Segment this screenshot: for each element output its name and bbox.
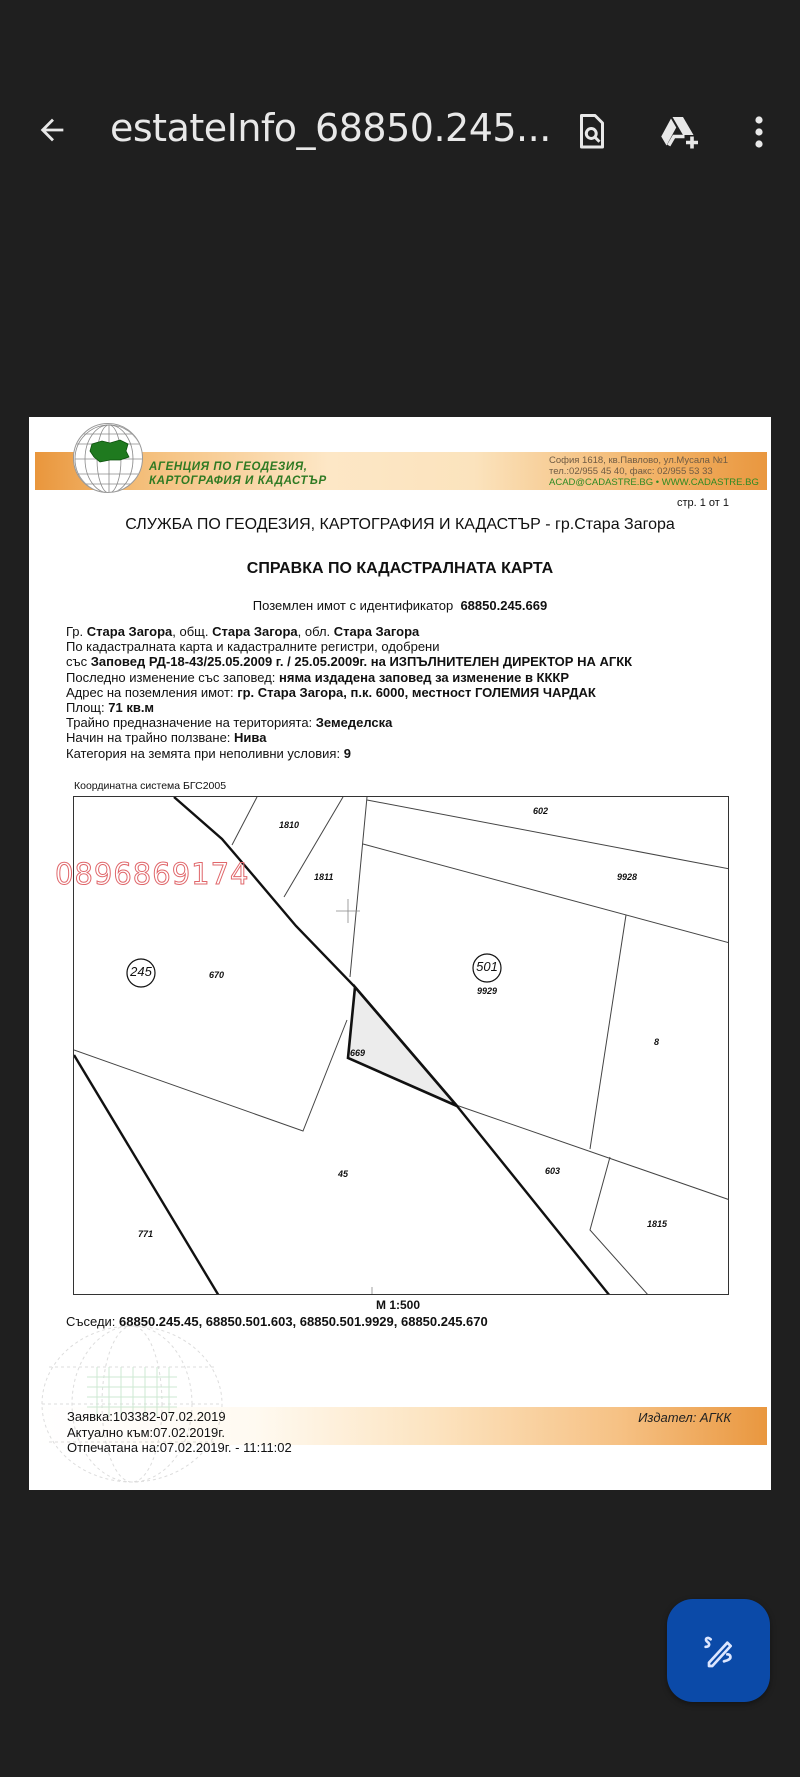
- find-in-document-button[interactable]: [568, 108, 616, 156]
- arrow-back-icon: [35, 113, 69, 147]
- approval-order-line: [66, 654, 632, 669]
- identifier-value: 68850.245.669: [460, 598, 548, 613]
- purpose-value: Земеделска: [315, 715, 393, 731]
- approval-prefix: със: [66, 654, 88, 670]
- document-title: estateInfo_68850.245...: [110, 106, 551, 150]
- document-heading: СПРАВКА ПО КАДАСТРАЛНАТА КАРТА: [246, 560, 554, 577]
- footer-info: [67, 1409, 292, 1456]
- page-number: стр. 1 от 1: [676, 497, 729, 509]
- parcel-info: [66, 624, 632, 761]
- phone-watermark: 0896869174: [55, 857, 250, 891]
- current-as-of: Актуално към:07.02.2019г.: [67, 1424, 225, 1440]
- parcel-label-45: 45: [338, 1169, 349, 1179]
- contact-address: София 1618, кв.Павлово, ул.Мусала №1: [549, 455, 729, 466]
- neighbors-label: Съседи:: [66, 1314, 116, 1329]
- back-button[interactable]: [30, 108, 74, 152]
- map-scale: М 1:500: [376, 1298, 421, 1312]
- town-prefix: Гр.: [66, 624, 84, 639]
- agency-logo: [73, 423, 143, 493]
- area-line: [66, 700, 632, 715]
- neighbors-value: 68850.245.45, 68850.501.603, 68850.501.9929, 68850.245.670: [119, 1314, 488, 1329]
- parcel-label-669: 669: [350, 1048, 366, 1058]
- parcel-label-9928: 9928: [617, 872, 638, 882]
- parcel-label-9929: 9929: [477, 986, 498, 996]
- town: Стара Загора: [86, 624, 173, 639]
- municipality: Стара Загора: [212, 624, 298, 639]
- more-options-button[interactable]: [735, 108, 783, 156]
- parcel-label-670: 670: [209, 970, 225, 980]
- app-bar: [0, 90, 800, 170]
- faded-globe-stamp-icon: [37, 1322, 227, 1487]
- category-line: [66, 746, 632, 761]
- agency-name-line1: АГЕНЦИЯ ПО ГЕОДЕЗИЯ,: [149, 461, 308, 473]
- annotate-pen-icon: [699, 1631, 739, 1671]
- purpose-line: [66, 715, 632, 730]
- usage-label: Начин на трайно ползване:: [66, 730, 231, 746]
- region: Стара Загора: [333, 624, 420, 639]
- last-change-value: няма издадена заповед за изменение в КККР: [279, 669, 570, 685]
- address-value: гр. Стара Загора, п.к. 6000, местност ГОЛЕМИЯ ЧАРДАК: [237, 684, 596, 700]
- parcel-label-771: 771: [138, 1229, 154, 1239]
- parcel-label-1810: 1810: [279, 820, 300, 830]
- last-change-label: Последно изменение със заповед:: [66, 669, 276, 685]
- annotate-button[interactable]: [667, 1599, 770, 1702]
- drive-add-icon: [659, 113, 701, 151]
- printed-on: Отпечатана на:07.02.2019г. - 11:11:02: [67, 1440, 292, 1455]
- request-number: Заявка:103382-07.02.2019: [67, 1409, 226, 1424]
- publisher: Издател: АГКК: [638, 1410, 731, 1425]
- parcel-label-1815: 1815: [647, 1219, 668, 1229]
- location-line: [66, 624, 632, 639]
- region-prefix: , обл.: [297, 624, 331, 639]
- globe-logo-icon: [74, 424, 143, 493]
- parcel-label-1811: 1811: [314, 872, 334, 882]
- document-search-icon: [574, 112, 610, 152]
- municipality-prefix: , общ.: [172, 624, 209, 639]
- parcel-label-8: 8: [654, 1037, 660, 1047]
- area-label: Площ:: [66, 700, 105, 716]
- parcel-identifier: [29, 598, 771, 613]
- parcel-label-602: 602: [533, 806, 549, 816]
- map-block-label-245: 245: [130, 964, 152, 979]
- area-value: 71 кв.м: [108, 700, 155, 716]
- parcel-label-603: 603: [545, 1166, 561, 1176]
- approval-order: Заповед РД-18-43/25.05.2009 г. / 25.05.2009г. на ИЗПЪЛНИТЕЛЕН ДИРЕКТОР НА АГКК: [90, 654, 633, 670]
- contact-phone: тел.:02/955 45 40, факс: 02/955 53 33: [549, 466, 713, 477]
- agency-name: [149, 460, 327, 488]
- address-label: Адрес на поземления имот:: [66, 684, 234, 700]
- office-name: СЛУЖБА ПО ГЕОДЕЗИЯ, КАРТОГРАФИЯ И КАДАСТЪР - гр.Стара Загора: [125, 516, 675, 533]
- agency-name-line2: КАРТОГРАФИЯ И КАДАСТЪР: [149, 475, 327, 487]
- purpose-label: Трайно предназначение на територията:: [66, 715, 313, 731]
- approval-line: По кадастралната карта и кадастралните регистри, одобрени: [66, 639, 440, 655]
- address-line: [66, 685, 632, 700]
- category-label: Категория на земята при неполивни условия:: [66, 745, 341, 761]
- usage-value: Нива: [234, 730, 267, 746]
- category-value: 9: [343, 745, 351, 761]
- document-page: [29, 417, 771, 1490]
- last-change-line: [66, 670, 632, 685]
- identifier-label: Поземлен имот с идентификатор: [252, 598, 454, 613]
- add-to-drive-button[interactable]: [656, 108, 704, 156]
- agency-contact: [549, 455, 759, 488]
- usage-line: [66, 730, 632, 745]
- coordinate-system: Координатна система БГС2005: [74, 780, 227, 792]
- contact-web: ACAD@CADASTRE.BG • WWW.CADASTRE.BG: [549, 477, 759, 488]
- more-vert-icon: [752, 114, 766, 150]
- map-block-label-501: 501: [476, 959, 498, 974]
